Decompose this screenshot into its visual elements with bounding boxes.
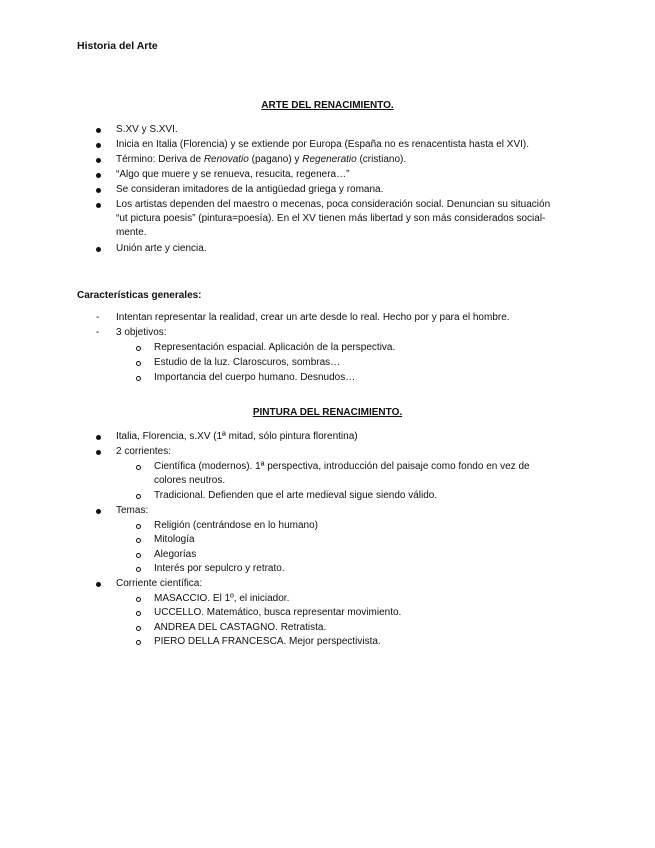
bullet-icon [96, 450, 101, 455]
list-item-line: colores neutros. [154, 475, 226, 486]
list-item-line: Los artistas dependen del maestro o mecenas, poca consideración social. Denuncian su situación [116, 199, 551, 210]
circle-bullet-icon [136, 376, 141, 381]
list-item: UCCELLO. Matemático, busca representar movimiento. [154, 607, 402, 618]
bullet-icon [96, 173, 101, 178]
list-item-line: mente. [116, 227, 147, 238]
list-item: Religión (centrándose en lo humano) [154, 520, 318, 531]
list-item: 2 corrientes: [116, 446, 172, 457]
bullet-icon [96, 158, 101, 163]
bullet-icon [96, 203, 101, 208]
list-item: Mitología [154, 534, 195, 545]
list-item: Representación espacial. Aplicación de la perspectiva. [154, 342, 396, 353]
title-pintura-renacimiento: PINTURA DEL RENACIMIENTO. [252, 407, 403, 418]
circle-bullet-icon [136, 465, 141, 470]
document-header: Historia del Arte [77, 40, 158, 52]
list-item: Importancia del cuerpo humano. Desnudos… [154, 372, 356, 383]
list-item: Corriente científica: [116, 578, 203, 589]
list-item: Unión arte y ciencia. [116, 243, 207, 254]
list-item: “Algo que muere y se renueva, resucita, regenera…” [116, 169, 350, 180]
bullet-icon [96, 128, 101, 133]
circle-bullet-icon [136, 494, 141, 499]
bullet-icon [96, 188, 101, 193]
list-item: Inicia en Italia (Florencia) y se extiende por Europa (España no es renacentista hasta el XVI). [116, 139, 530, 150]
list-item: PIERO DELLA FRANCESCA. Mejor perspectivista. [154, 636, 381, 647]
dash-icon: - [96, 327, 100, 338]
circle-bullet-icon [136, 567, 141, 572]
title-arte-renacimiento: ARTE DEL RENACIMIENTO. [261, 100, 394, 111]
circle-bullet-icon [136, 626, 141, 631]
circle-bullet-icon [136, 597, 141, 602]
list-item: S.XV y S.XVI. [116, 124, 178, 135]
bullet-icon [96, 143, 101, 148]
dash-icon: - [96, 312, 100, 323]
list-item: Temas: [116, 505, 149, 516]
list-item-line: “ut pictura poesis” (pintura=poesía). En el XV tienen más libertad y son más considerados social- [116, 213, 546, 224]
circle-bullet-icon [136, 524, 141, 529]
bullet-icon [96, 509, 101, 514]
bullet-icon [96, 582, 101, 587]
circle-bullet-icon [136, 346, 141, 351]
list-item: Término: Deriva de Renovatio (pagano) y Regeneratio (cristiano). [116, 154, 407, 165]
circle-bullet-icon [136, 640, 141, 645]
section-heading-caracteristicas: Características generales: [77, 290, 202, 301]
list-item: Intentan representar la realidad, crear un arte desde lo real. Hecho por y para el hombre. [116, 312, 510, 323]
list-item: Estudio de la luz. Claroscuros, sombras… [154, 357, 341, 368]
list-item-line: Científica (modernos). 1ª perspectiva, introducción del paisaje como fondo en vez de [154, 461, 530, 472]
circle-bullet-icon [136, 553, 141, 558]
list-item: ANDREA DEL CASTAGNO. Retratista. [154, 622, 327, 633]
bullet-icon [96, 247, 101, 252]
bullet-icon [96, 435, 101, 440]
list-item: Alegorías [154, 549, 197, 560]
list-item: 3 objetivos: [116, 327, 167, 338]
list-item: Interés por sepulcro y retrato. [154, 563, 285, 574]
circle-bullet-icon [136, 361, 141, 366]
circle-bullet-icon [136, 538, 141, 543]
list-item: MASACCIO. El 1º, el iniciador. [154, 593, 290, 604]
list-item: Tradicional. Defienden que el arte medieval sigue siendo válido. [154, 490, 438, 501]
list-item: Se consideran imitadores de la antigüedad griega y romana. [116, 184, 384, 195]
list-item: Italia, Florencia, s.XV (1ª mitad, sólo pintura florentina) [116, 431, 358, 442]
circle-bullet-icon [136, 611, 141, 616]
